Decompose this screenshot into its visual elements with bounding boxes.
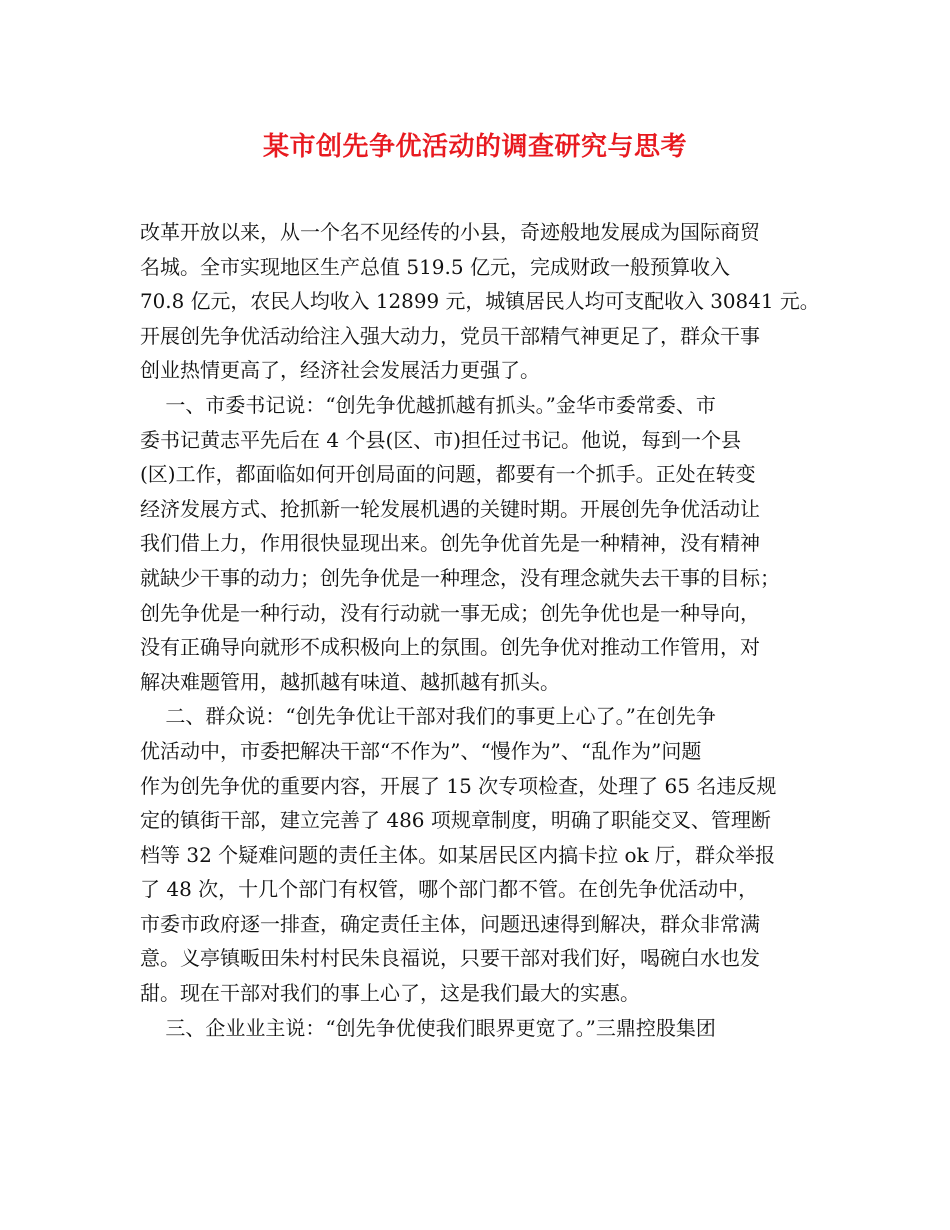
paragraph-line: 创业热情更高了，经济社会发展活力更强了。 — [140, 358, 540, 383]
document-body — [140, 215, 820, 1045]
paragraph-line: 作为创先争优的重要内容，开展了 15 次专项检查，处理了 65 名违反规 — [140, 773, 777, 798]
paragraph-line: 委书记黄志平先后在 4 个县(区、市)担任过书记。他说，每到一个县 — [140, 427, 742, 452]
paragraph-line: 优活动中，市委把解决干部“不作为”、“慢作为”、“乱作为”问题 — [140, 738, 702, 763]
document-title: 某市创先争优活动的调查研究与思考 — [262, 132, 687, 162]
paragraph-line: 没有正确导向就形不成积极向上的氛围。创先争优对推动工作管用，对 — [140, 635, 760, 660]
paragraph-line: 甜。现在干部对我们的事上心了，这是我们最大的实惠。 — [140, 981, 640, 1006]
paragraph-line: 档等 32 个疑难问题的责任主体。如某居民区内搞卡拉 ok 厅，群众举报 — [140, 842, 776, 867]
paragraph-line: 市委市政府逐一排查，确定责任主体，问题迅速得到解决，群众非常满 — [140, 911, 760, 936]
paragraph-line: 二、群众说：“创先争优让干部对我们的事更上心了。”在创先争 — [140, 704, 716, 729]
paragraph-line: 开展创先争优活动给注入强大动力，党员干部精气神更足了，群众干事 — [140, 323, 760, 348]
paragraph-line: 改革开放以来，从一个名不见经传的小县，奇迹般地发展成为国际商贸 — [140, 220, 760, 244]
paragraph-line: 解决难题管用，越抓越有味道、越抓越有抓头。 — [140, 669, 560, 694]
paragraph-line: 三、企业业主说：“创先争优使我们眼界更宽了。”三鼎控股集团 — [140, 1015, 716, 1040]
paragraph-line: 定的镇街干部，建立完善了 486 项规章制度，明确了职能交叉、管理断 — [140, 808, 771, 833]
paragraph-line: 就缺少干事的动力；创先争优是一种理念，没有理念就失去干事的目标； — [140, 565, 780, 590]
paragraph-line: 名城。全市实现地区生产总值 519.5 亿元，完成财政一般预算收入 — [140, 254, 730, 279]
paragraph-line: (区)工作，都面临如何开创局面的问题，都要有一个抓手。正处在转变 — [140, 462, 756, 487]
paragraph-line: 创先争优是一种行动，没有行动就一事无成；创先争优也是一种导向， — [140, 600, 760, 625]
paragraph-line: 意。义亭镇畈田朱村村民朱良福说，只要干部对我们好，喝碗白水也发 — [140, 946, 760, 971]
paragraph-line: 我们借上力，作用很快显现出来。创先争优首先是一种精神，没有精神 — [140, 531, 760, 556]
paragraph-line: 70.8 亿元，农民人均收入 12899 元，城镇居民人均可支配收入 30841 元。 — [140, 289, 820, 314]
paragraph-line: 一、市委书记说：“创先争优越抓越有抓头。”金华市委常委、市 — [140, 392, 716, 417]
paragraph-line: 了 48 次，十几个部门有权管，哪个部门都不管。在创先争优活动中， — [140, 877, 759, 902]
paragraph-line: 经济发展方式、抢抓新一轮发展机遇的关键时期。开展创先争优活动让 — [140, 496, 760, 521]
